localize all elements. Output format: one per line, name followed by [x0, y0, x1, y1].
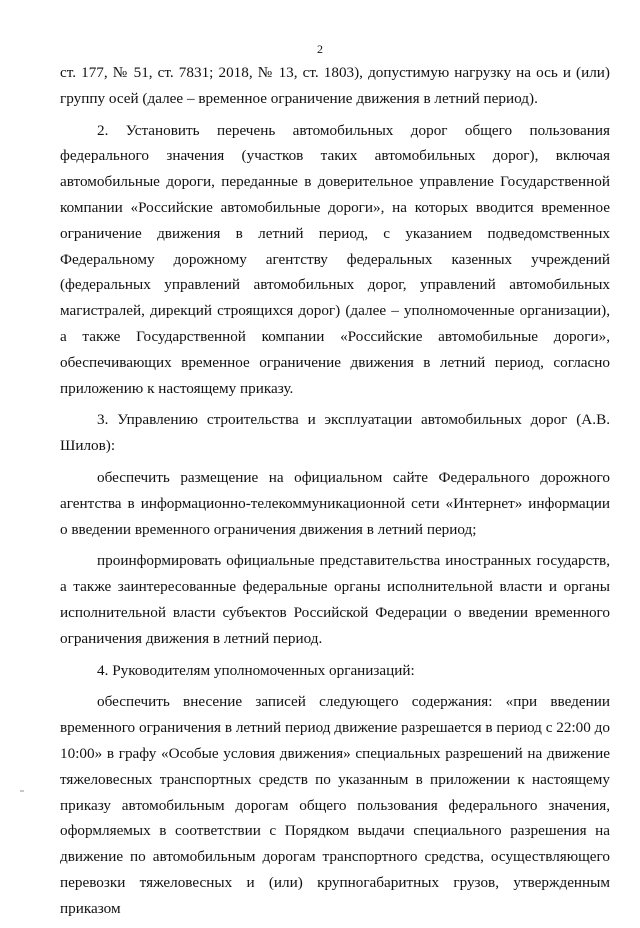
paragraph-item-3-publish: обеспечить размещение на официальном сайте Федерального дорожного агентства в информационно-телекоммуникационной сети «Интернет» информации о введении временного ограничения движения в летний период;	[60, 468, 610, 538]
paragraph-item-4-records: обеспечить внесение записей следующего содержания: «при введении временного ограничения в летний период движение разрешается в период с 22:00 до 10:00» в графу «Особые условия движения» специальных разрешений на движение тяжеловесных транспортных средств по указанным в приложении к настоящему приказу автомобильным дорогам общего пользования федерального значения, оформляемых в соответствии с Порядком выдачи специального разрешения на движение по автомобильным дорогам транспортного средства, осуществляющего перевозки тяжеловесных и (или) крупногабаритных грузов, утвержденным приказом	[60, 693, 610, 917]
paragraph-item-3: 3. Управлению строительства и эксплуатации автомобильных дорог (А.В. Шилов):	[60, 411, 610, 455]
paragraph-item-2: 2. Установить перечень автомобильных дорог общего пользования федерального значения (участков таких автомобильных дорог), включая автомобильные дороги, переданные в доверительное управление Государственной компании «Российские автомобильные дороги», на которых вводится временное ограничение движения в летний период, с указанием подведомственных Федеральному дорожному агентству федеральных казенных учреждений (федеральных управлений автомобильных дорог, управлений автомобильных магистралей, дирекций строящихся дорог) (далее – уполномоченные организации), а также Государственной компании «Российские автомобильные дороги», обеспечивающих временное ограничение движения в летний период, согласно приложению к настоящему приказу.	[60, 121, 610, 397]
paragraph-continuation: ст. 177, № 51, ст. 7831; 2018, № 13, ст. 1803), допустимую нагрузку на ось и (или) группу осей (далее – временное ограничение движения в летний период).	[60, 64, 610, 107]
paragraph-item-4: 4. Руководителям уполномоченных организаций:	[97, 661, 415, 679]
paragraph-item-3-inform: проинформировать официальные представительства иностранных государств, а также заинтересованные федеральные органы исполнительной власти и органы исполнительной власти субъектов Российской Федерации о введении временного ограничения движения в летний период.	[60, 552, 610, 647]
page-number: 2	[317, 42, 323, 56]
document-body	[60, 60, 610, 928]
scan-mark	[20, 790, 24, 792]
